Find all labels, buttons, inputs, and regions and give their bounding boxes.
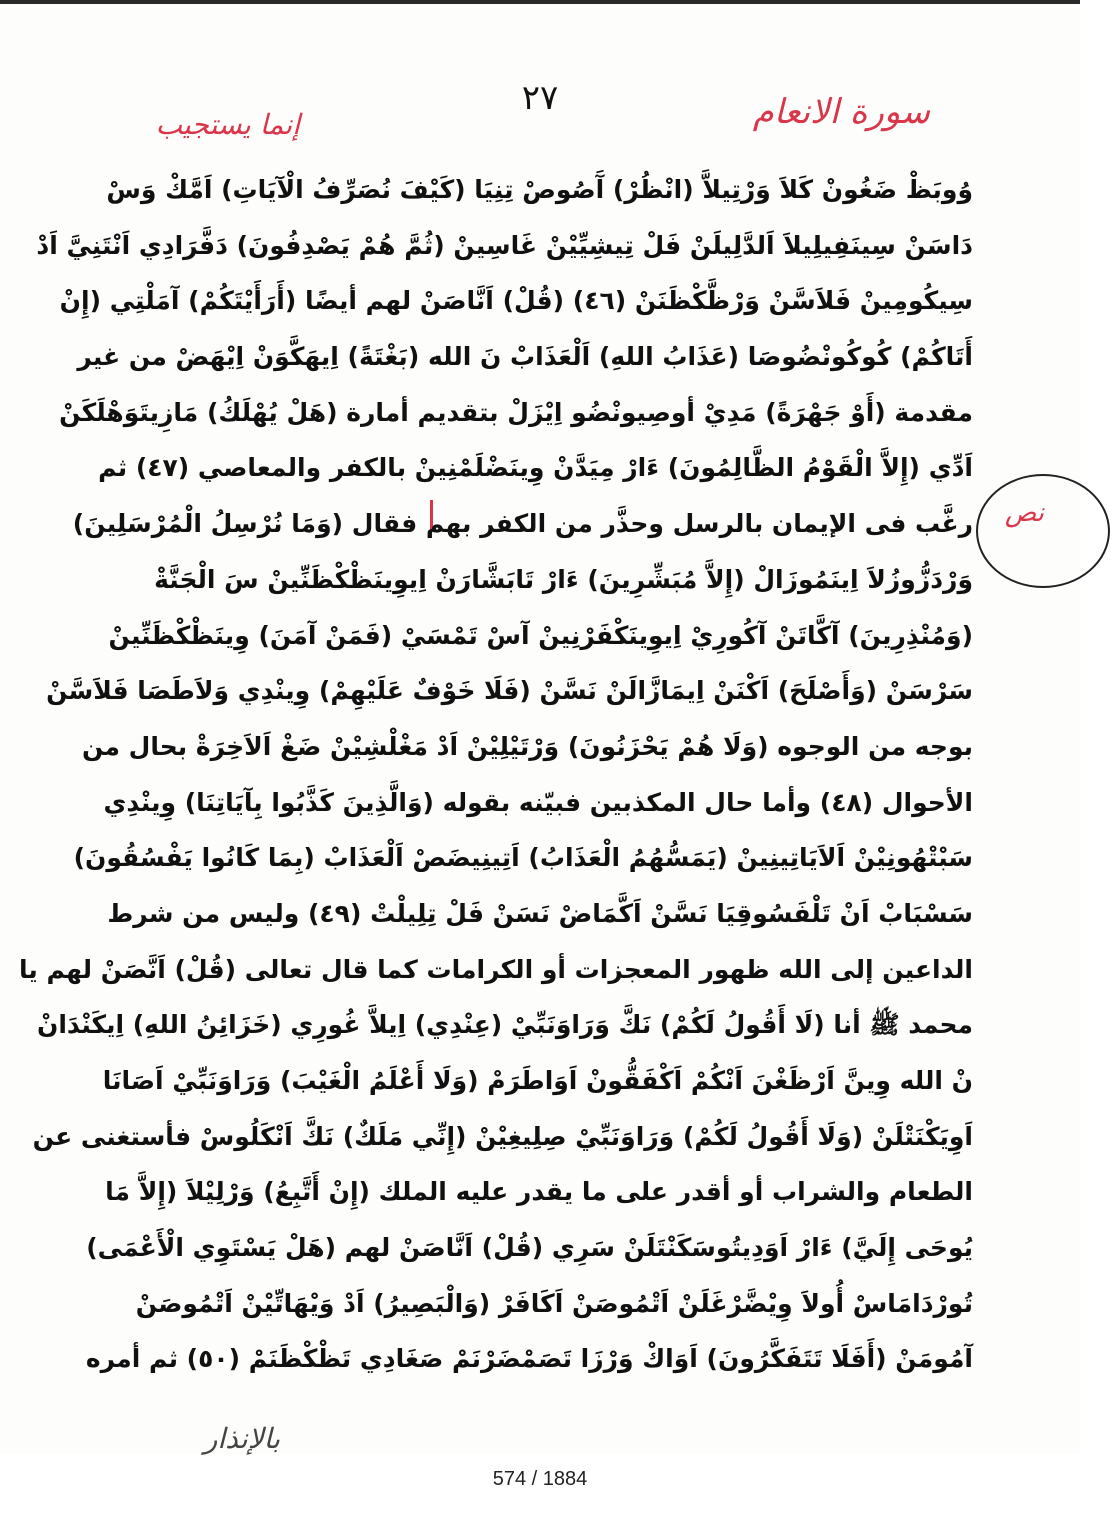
- text-line: تُورْدَامَاسْ أُولاَ وِيْضَّرْغَلَنْ اَتْمُوصَنْ اَكَافَرْ (وَالْبَصِيرُ) اَدْ وَيْهَاتِّيْنْ اَتْمُوصَنْ: [135, 1288, 973, 1318]
- page-counter: 574 / 1884: [492, 1468, 588, 1490]
- text-line: وُوبَظْ ضَغُونْ كَلاَ وَرْتِيلاَّ (انْظُرْ) آَصُوصْ تِنِيَا (كَيْفَ نُصَرِّفُ الْآيَاتِ) اَمَّكْ وَسْ: [106, 175, 973, 204]
- handwritten-surah-note: سورة الانعام: [752, 92, 930, 132]
- text-line: سَبْتْهُونِيْنْ اَلاَيَاتِينِينْ (يَمَسُّهُمُ الْعَذَابُ) اَتِينِيضَصْ اَلْعَذَابْ (بِمَا كَانُوا يَفْسُقُونَ): [73, 843, 973, 873]
- text-line: دَاسَنْ سِينَفِيلِيلاَ اَلدَّلِيلَنْ فَلْ تِيشِيِّيْنْ غَاسِينْ (ثُمَّ هُمْ يَصْدِفُونَ) دَفَّرَادِي اَنْتَنِيَّ اَدْ: [36, 230, 973, 260]
- text-line: سَرْسَنْ (وَأَصْلَحَ) اَكْنَنْ اِيمَازَّالَنْ نَسَّنْ (فَلَا خَوْفٌ عَلَيْهِمْ) وِينْدِي وَلاَطَصَا فَلاَسَّنْ: [46, 676, 973, 706]
- text-line: وَرْدَزُّوزُلاَ اِينَمُوزَالْ (إِلاَّ مُبَشِّرِينَ) ءَارْ تَابَشَّارَنْ اِيوِينَظْكْظَنِّينْ سَ الْجَنَّةْ: [154, 564, 973, 594]
- handwritten-margin-note: نص: [1004, 498, 1044, 528]
- page-number: ٢٧: [521, 78, 559, 118]
- text-line: بوجه من الوجوه (وَلَا هُمْ يَحْزَنُونَ) وَرْتَيْلِيْنْ اَدْ مَغْلْشِيْنْ ضَغْ اَلاَخِرَةْ بحال من: [81, 731, 973, 761]
- text-line: سِيكُومِينْ فَلاَسَّنْ وَرْظَّكْظَنَنْ (٤٦) (قُلْ) اَنَّاصَنْ لهم أيضًا (أَرَأَيْتَكُمْ) آمَلْتِي (إِنْ: [59, 286, 973, 316]
- arabic-text-block: [19, 162, 973, 1387]
- text-line: سَسْبَابْ اَنْ تَلْفَسُوقِيَا نَسَّنْ اَكَّمَاضْ نَسَنْ فَلْ تِلِيلْتْ (٤٩) وليس من شرط: [107, 898, 973, 928]
- text-line: محمد ﷺ أنا (لَا أَقُولُ لَكُمْ) نَكَّ وَرَاوَنَبِّيْ (عِنْدِي) اِيلاَّ غُورِي (خَزَائِنُ اللهِ) اِيكَنْدَانْ: [36, 1010, 973, 1040]
- handwritten-footer-note: بالإنذار: [203, 1422, 280, 1455]
- text-line: اَدِّي (إِلاَّ الْقَوْمُ الظَّالِمُونَ) ءَارْ مِيَدَّنْ وِينَضْلَمْنِينْ بالكفر والمعاصي (٤٧) ثم: [98, 453, 973, 483]
- margin-circle-annotation: [976, 474, 1110, 588]
- text-line: يُوحَى إِلَيَّ) ءَارْ اَوَدِيتُوسَكَنْتَلَنْ سَرِي (قُلْ) اَنَّاصَنْ لهم (هَلْ يَسْتَوِي الْأَعْمَى): [86, 1233, 973, 1263]
- text-line: اَوِيَكْنَتْلَنْ (وَلَا أَقُولُ لَكُمْ) وَرَاوَنَبِّيْ صِلِيغِيْنْ (إِنِّي مَلَكٌ) نَكَّ اَنْكَلُوسْ فأستغنى عن: [32, 1121, 973, 1151]
- text-line: أَتَاكُمْ) كُوكُونْضُوصَا (عَذَابُ اللهِ) اَلْعَذَابْ نَ الله (بَغْتَةً) اِيهَكَّوَنْ اِيْهَضْ من غير: [77, 342, 973, 372]
- text-line: الطعام والشراب أو أقدر على ما يقدر عليه الملك (إِنْ أَتَّبِعُ) وَرْلِيْلاَ (إِلاَّ مَا: [105, 1177, 973, 1207]
- text-line: نْ الله وِينَّ اَرْظَغْنَ اَنْكُمْ اَكْفَقُّونْ اَوَاطَرَمْ (وَلَا أَعْلَمُ الْغَيْبَ) وَرَاوَنَبِّيْ اَصَانَا: [102, 1066, 973, 1095]
- text-line: رغَّب فى الإيمان بالرسل وحذَّر من الكفر بهم فقال (وَمَا نُرْسِلُ الْمُرْسَلِينَ): [72, 509, 973, 539]
- document-page: [0, 4, 1080, 1454]
- text-line: (وَمُنْذِرِينَ) آكَّاتَنْ آكُورِيْ اِيوِينَكْفَرْنِينْ آسْ تَمْسَيْ (فَمَنْ آمَنَ) وِينَظْكْظَنِّينْ: [108, 620, 973, 650]
- text-line: الداعين إلى الله ظهور المعجزات أو الكرامات كما قال تعالى (قُلْ) اَنَّصَنْ لهم يا: [19, 954, 973, 984]
- handwritten-catchword-note: إنما يستجيب: [155, 108, 300, 141]
- text-line: الأحوال (٤٨) وأما حال المكذبين فبيّنه بقوله (وَالَّذِينَ كَذَّبُوا بِآيَاتِنَا) وِينْدِي: [103, 787, 973, 817]
- text-line: مقدمة (أَوْ جَهْرَةً) مَدِيْ أوصِيونْضُو اِيْزَلْ بتقديم أمارة (هَلْ يُهْلَكُ) مَازِيتَوَهْلَكَنْ: [59, 397, 973, 427]
- text-line: آمُومَنْ (أَفَلَا تَتَفَكَّرُونَ) اَوَاكْ وَرْزَا تَصَمْضَرْنَمْ صَغَادِي تَظْكْظَنَمْ (٥٠) ثم أمره: [85, 1344, 973, 1374]
